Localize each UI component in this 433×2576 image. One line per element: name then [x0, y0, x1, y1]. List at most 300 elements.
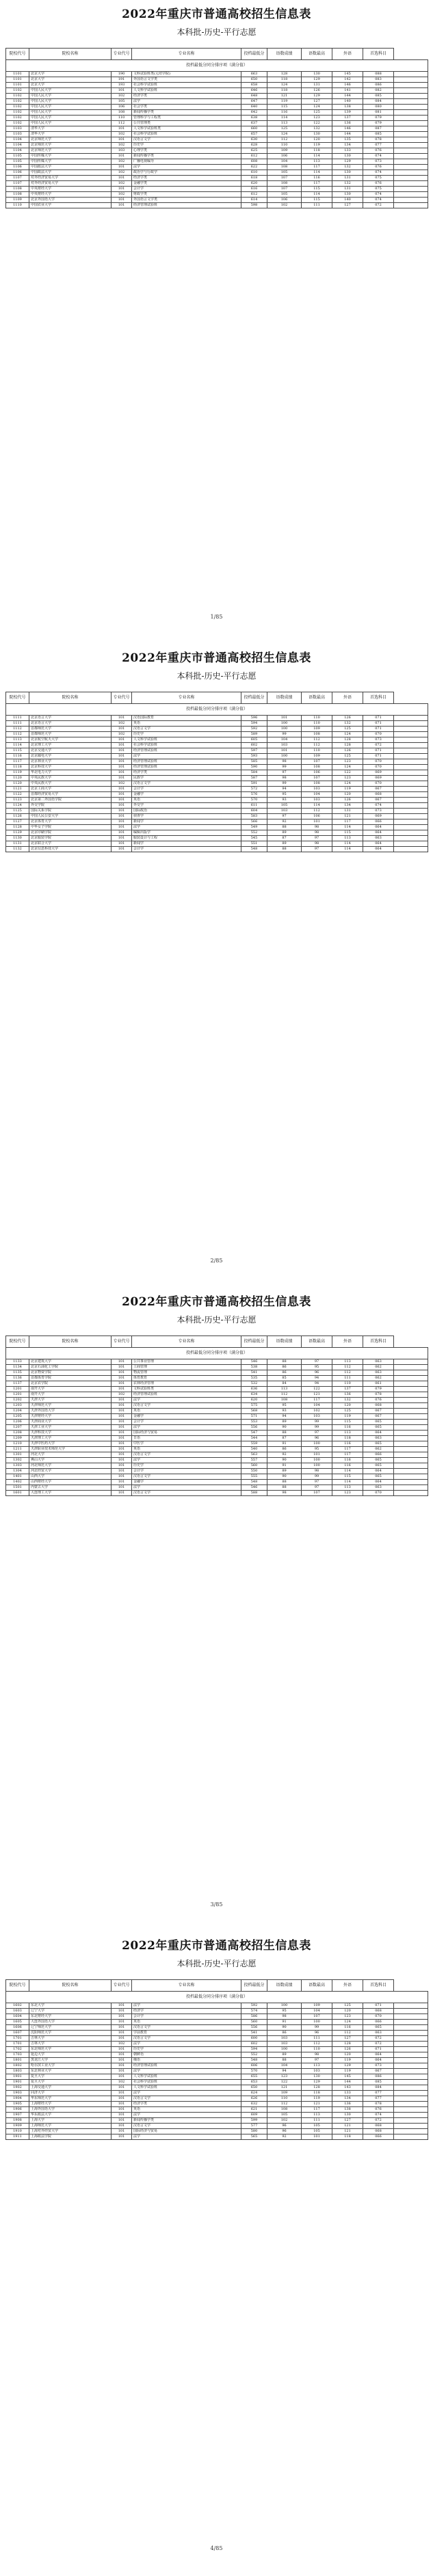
table-cell: 北京物资学院 [29, 1370, 111, 1376]
table-cell: 人文科学试验班 [132, 2074, 241, 2080]
table-cell: 1106 [6, 165, 29, 170]
table-cell: 101 [111, 154, 132, 159]
table-cell: 101 [111, 2058, 132, 2063]
table-row [6, 165, 428, 170]
table-cell: 130 [302, 2074, 332, 2080]
table-cell: 外国语言文学类 [132, 77, 241, 83]
table-cell: 侦查学 [132, 814, 241, 819]
table-cell: 101 [111, 1491, 132, 1496]
table-cell: 1102 [6, 110, 29, 116]
table-cell: 中国人民大学 [29, 110, 111, 116]
table-cell: 北京联合大学 [29, 841, 111, 847]
table-cell: 637 [241, 121, 267, 126]
table-cell: 99 [302, 2025, 332, 2031]
table-cell: 北京工商大学 [29, 787, 111, 792]
table-row [6, 2107, 428, 2113]
page-title: 2022年重庆市普通高校招生信息表 [122, 8, 311, 21]
table-row [6, 1425, 428, 1431]
table-cell: 583 [241, 814, 267, 819]
table-cell: 法学 [132, 2003, 241, 2009]
table-cell-empty [394, 1398, 428, 1403]
table-cell: 072 [363, 203, 394, 208]
table-cell: 131 [332, 809, 363, 814]
table-cell: 101 [302, 819, 332, 825]
table-cell: 594 [241, 2047, 267, 2052]
table-cell: 124 [267, 83, 302, 88]
table-cell: 农林经济管理 [132, 1381, 241, 1387]
table-cell: 经济学类 [132, 94, 241, 99]
table-cell: 064 [363, 2052, 394, 2058]
table-cell: 102 [111, 2042, 132, 2047]
table-cell: 109 [267, 148, 302, 154]
table-cell: 经济管理试验班 [132, 1392, 241, 1398]
table-cell: 070 [363, 765, 394, 770]
table-cell: 96 [267, 2124, 302, 2129]
table-cell: 102 [111, 181, 132, 187]
table-cell: 1903 [6, 2091, 29, 2096]
admission-table [5, 1336, 428, 1496]
table-cell: 1907 [6, 2113, 29, 2118]
table-cell: 585 [241, 759, 267, 765]
table-cell: 125 [332, 1409, 363, 1414]
column-header-foreign: 外语 [332, 692, 363, 704]
table-cell: 100 [302, 1458, 332, 1463]
table-row [6, 727, 428, 732]
table-cell: 120 [332, 1403, 363, 1409]
table-cell: 064 [363, 1480, 394, 1485]
table-cell: 605 [241, 737, 267, 743]
table-cell: 592 [241, 727, 267, 732]
table-cell-empty [394, 105, 428, 110]
table-row [6, 798, 428, 803]
table-cell: 548 [241, 847, 267, 852]
table-row [6, 2063, 428, 2069]
page-title: 2022年重庆市普通高校招生信息表 [122, 1295, 311, 1309]
table-row [6, 1414, 428, 1420]
table-cell-empty [394, 143, 428, 148]
table-row [6, 770, 428, 776]
table-cell: 116 [332, 1463, 363, 1469]
table-cell: 137 [332, 1387, 363, 1392]
table-cell: 北京师范大学 [29, 148, 111, 154]
table-cell: 110 [302, 716, 332, 721]
table-cell: 1701 [6, 2036, 29, 2042]
table-cell: 081 [363, 110, 394, 116]
table-cell: 学前教育 [132, 2031, 241, 2036]
table-cell: 98 [267, 2014, 302, 2020]
table-cell: 1302 [6, 1458, 29, 1463]
table-cell: 1905 [6, 2102, 29, 2107]
table-cell: 东北财经大学 [29, 2014, 111, 2020]
table-cell: 101 [111, 203, 132, 208]
table-row [6, 2003, 428, 2009]
table-cell: 125 [332, 754, 363, 759]
table-cell: 东北林业大学 [29, 2069, 111, 2074]
table-cell: 105 [302, 2129, 332, 2134]
table-cell: 会计学 [132, 787, 241, 792]
table-cell: 552 [241, 2052, 267, 2058]
column-header-school-name: 院校名称 [29, 49, 111, 60]
table-cell: 中央财经大学 [29, 187, 111, 192]
table-row [6, 2009, 428, 2014]
table-cell: 104 [302, 792, 332, 798]
table-cell: 069 [363, 814, 394, 819]
table-cell-empty [394, 1420, 428, 1425]
table-cell: 中国人民大学 [29, 99, 111, 105]
table-row [6, 759, 428, 765]
table-cell: 1906 [6, 2107, 29, 2113]
table-cell: 101 [111, 1409, 132, 1414]
table-cell: 108 [302, 765, 332, 770]
table-cell: 101 [111, 2085, 132, 2091]
table-cell: 071 [363, 2003, 394, 2009]
table-cell: 中华女子学院 [29, 825, 111, 830]
table-cell: 99 [267, 781, 302, 787]
table-cell: 113 [332, 1485, 363, 1491]
table-cell: 北京邮电大学 [29, 754, 111, 759]
table-cell: 116 [332, 1441, 363, 1447]
table-cell: 130 [302, 72, 332, 77]
table-cell-empty [394, 2014, 428, 2020]
table-cell: 129 [302, 94, 332, 99]
table-cell: 1206 [6, 1420, 29, 1425]
table-cell: 法学 [132, 165, 241, 170]
table-cell: 074 [363, 170, 394, 176]
table-row [6, 121, 428, 126]
table-cell: 138 [332, 2107, 363, 2113]
table-cell: 广播电视编导 [132, 159, 241, 165]
table-cell: 071 [363, 727, 394, 732]
table-cell: 101 [111, 2124, 132, 2129]
column-header-foreign: 外语 [332, 1980, 363, 1992]
table-cell: 117 [332, 819, 363, 825]
table-cell: 101 [111, 803, 132, 809]
page-number: 2/85 [210, 1258, 223, 1264]
table-cell: 北京语言大学 [29, 716, 111, 721]
table-cell-empty [394, 176, 428, 181]
table-cell: 137 [332, 116, 363, 121]
table-cell: 汉语言文学 [132, 2124, 241, 2129]
table-cell: 650 [241, 77, 267, 83]
table-cell: 人文科学试验班 [132, 2085, 241, 2091]
table-cell: 142 [332, 77, 363, 83]
column-header-chinese: 语数成绩 [267, 1980, 302, 1992]
table-cell: 98 [267, 759, 302, 765]
table-cell: 071 [363, 716, 394, 721]
table-cell: 100 [267, 727, 302, 732]
table-cell: 国际经济与贸易 [132, 1431, 241, 1436]
table-cell: 117 [302, 181, 332, 187]
table-cell: 101 [302, 1452, 332, 1458]
table-cell: 新闻传播学类 [132, 2118, 241, 2124]
table-cell: 108 [111, 110, 132, 116]
table-cell: 金融学 [132, 792, 241, 798]
table-cell: 山西大学 [29, 1474, 111, 1480]
table-cell: 113 [267, 1387, 302, 1392]
table-cell: 汉语言文学 [132, 1474, 241, 1480]
table-row [6, 2052, 428, 2058]
table-cell: 1118 [6, 765, 29, 770]
column-header-major-name: 专业名称 [132, 1980, 241, 1992]
column-header-elective: 首选科目 [363, 49, 394, 60]
table-cell: 138 [332, 105, 363, 110]
table-cell-empty [394, 72, 428, 77]
table-cell: 同济大学 [29, 2091, 111, 2096]
column-header-school-name: 院校名称 [29, 1336, 111, 1348]
table-cell: 132 [302, 126, 332, 132]
table-cell-empty [394, 819, 428, 825]
table-cell: 社会科学试验班 [132, 132, 241, 137]
table-cell: 063 [363, 1436, 394, 1441]
table-cell: 119 [267, 99, 302, 105]
table-cell: 535 [241, 1376, 267, 1381]
table-cell: 新闻学 [132, 819, 241, 825]
table-cell: 101 [111, 2118, 132, 2124]
table-cell: 1102 [6, 99, 29, 105]
table-cell: 90 [267, 1474, 302, 1480]
table-cell: 上海对外经贸大学 [29, 2129, 111, 2134]
table-cell: 汉语言文学 [132, 2025, 241, 2031]
table-cell: 外交学院 [29, 803, 111, 809]
table-cell: 116 [332, 1458, 363, 1463]
table-cell: 86 [267, 2031, 302, 2036]
table-cell: 110 [267, 143, 302, 148]
table-cell: 101 [111, 819, 132, 825]
table-group-header-row [6, 1348, 428, 1359]
table-cell: 104 [267, 2063, 302, 2069]
table-cell: 102 [302, 1409, 332, 1414]
table-cell-empty [394, 770, 428, 776]
table-cell: 101 [111, 2014, 132, 2020]
table-cell-empty [394, 2052, 428, 2058]
table-cell-empty [394, 2003, 428, 2009]
table-cell: 1129 [6, 830, 29, 836]
table-cell-empty [394, 1387, 428, 1392]
table-cell-empty [394, 126, 428, 132]
table-cell-empty [394, 759, 428, 765]
table-row [6, 2129, 428, 2134]
table-cell: 101 [111, 126, 132, 132]
table-cell: 1101 [6, 83, 29, 88]
table-cell: 563 [241, 1452, 267, 1458]
table-cell-empty [394, 165, 428, 170]
table-cell: 上海外国语大学 [29, 2107, 111, 2113]
table-cell: 1122 [6, 792, 29, 798]
column-header-foreign: 外语 [332, 1336, 363, 1348]
table-cell: 88 [267, 1480, 302, 1485]
table-cell-empty [394, 2009, 428, 2014]
table-cell: 101 [111, 830, 132, 836]
table-cell: 551 [241, 841, 267, 847]
table-cell: 065 [363, 1474, 394, 1480]
table-row [6, 1431, 428, 1436]
table-cell: 101 [111, 727, 132, 732]
table-cell: 107 [267, 187, 302, 192]
table-cell: 1702 [6, 2047, 29, 2052]
table-cell: 621 [241, 2107, 267, 2113]
table-cell-empty [394, 2042, 428, 2047]
table-cell: 对外经济贸易大学 [29, 181, 111, 187]
page-subtitle: 本科批-历史-平行志愿 [176, 671, 257, 681]
table-cell: 602 [241, 2042, 267, 2047]
table-cell: 115 [332, 830, 363, 836]
table-cell: 101 [111, 1420, 132, 1425]
table-cell: 1115 [6, 748, 29, 754]
table-cell: 1111 [6, 716, 29, 721]
table-cell: 132 [332, 721, 363, 727]
table-cell: 119 [302, 143, 332, 148]
table-row [6, 2042, 428, 2047]
table-cell: 070 [363, 781, 394, 787]
table-cell: 1902 [6, 2085, 29, 2091]
table-cell: 102 [111, 94, 132, 99]
table-cell: 88 [267, 847, 302, 852]
table-cell: 89 [267, 830, 302, 836]
table-cell: 080 [363, 105, 394, 110]
table-cell-empty [394, 836, 428, 841]
page-number: 4/85 [210, 2545, 223, 2551]
table-cell: 法学 [132, 2134, 241, 2140]
table-cell-empty [394, 2036, 428, 2042]
table-cell: 135 [332, 137, 363, 143]
table-cell: 545 [241, 836, 267, 841]
table-cell: 吉林大学 [29, 2036, 111, 2042]
table-cell: 101 [111, 836, 132, 841]
table-cell-empty [394, 814, 428, 819]
table-cell: 民族学 [132, 776, 241, 781]
table-cell: 101 [111, 1441, 132, 1447]
table-cell: 94 [267, 2069, 302, 2074]
table-cell: 首都经济贸易大学 [29, 792, 111, 798]
table-cell: 复旦大学 [29, 2080, 111, 2085]
table-cell: 1501 [6, 1485, 29, 1491]
table-cell: 124 [332, 765, 363, 770]
table-cell: 598 [241, 203, 267, 208]
table-cell: 062 [363, 1447, 394, 1452]
table-cell: 98 [267, 776, 302, 781]
table-cell: 燕山大学 [29, 1458, 111, 1463]
column-header-rank-group: 投档最低分同分排序项（满分值） [6, 704, 428, 716]
table-cell: 103 [267, 743, 302, 748]
table-group-header-row [6, 704, 428, 716]
table-cell: 625 [241, 148, 267, 154]
table-cell: 天津科技大学 [29, 1431, 111, 1436]
table-cell: 121 [332, 814, 363, 819]
table-cell: 1132 [6, 847, 29, 852]
table-cell: 天津职业技术师范大学 [29, 1447, 111, 1452]
table-cell-empty [394, 1463, 428, 1469]
table-cell: 125 [332, 727, 363, 732]
table-cell: 066 [363, 819, 394, 825]
table-row [6, 1458, 428, 1463]
table-cell: 575 [241, 1403, 267, 1409]
table-cell: 104 [267, 737, 302, 743]
table-row [6, 765, 428, 770]
table-cell: 655 [241, 2074, 267, 2080]
table-row [6, 2058, 428, 2063]
table-cell: 1102 [6, 105, 29, 110]
table-cell: 99 [302, 1425, 332, 1431]
table-cell: 101 [111, 847, 132, 852]
table-cell: 1202 [6, 1398, 29, 1403]
table-cell-empty [394, 1414, 428, 1420]
table-cell: 中国人民大学 [29, 116, 111, 121]
table-cell-empty [394, 841, 428, 847]
table-cell: 650 [241, 2085, 267, 2091]
table-cell: 063 [363, 1359, 394, 1365]
table-cell-empty [394, 83, 428, 88]
table-cell: 119 [332, 2058, 363, 2063]
table-cell: 101 [111, 2096, 132, 2102]
table-cell: 642 [241, 110, 267, 116]
table-cell: 110 [332, 1381, 363, 1387]
table-cell: 604 [241, 809, 267, 814]
table-cell: 112 [332, 1370, 363, 1376]
table-cell: 124 [302, 105, 332, 110]
table-cell: 法学 [132, 1458, 241, 1463]
table-cell: 历史学 [132, 2047, 241, 2052]
table-row [6, 814, 428, 819]
table-cell: 1112 [6, 732, 29, 737]
table-cell: 065 [363, 1441, 394, 1447]
table-row [6, 2031, 428, 2036]
table-cell: 92 [267, 1452, 302, 1458]
table-cell: 123 [332, 759, 363, 765]
table-cell: 汉语言文学 [132, 2036, 241, 2042]
table-cell: 101 [111, 2134, 132, 2140]
table-row [6, 792, 428, 798]
table-cell: 服装设计与工程 [132, 836, 241, 841]
table-cell: 121 [302, 2102, 332, 2107]
table-cell: 88 [267, 2058, 302, 2063]
table-cell: 86 [267, 1370, 302, 1376]
table-cell: 115 [267, 105, 302, 110]
table-cell: 126 [332, 716, 363, 721]
table-cell: 103 [267, 2036, 302, 2042]
table-cell: 经济学类 [132, 770, 241, 776]
table-cell: 1802 [6, 2063, 29, 2069]
table-cell: 549 [241, 825, 267, 830]
page-subtitle: 本科批-历史-平行志愿 [176, 27, 257, 37]
table-row [6, 77, 428, 83]
table-cell: 101 [111, 2107, 132, 2113]
table-cell: 北京理工大学 [29, 743, 111, 748]
table-cell-empty [394, 121, 428, 126]
table-row [6, 1447, 428, 1452]
table-cell: 640 [241, 105, 267, 110]
table-cell: 107 [302, 2014, 332, 2020]
table-cell: 1105 [6, 154, 29, 159]
table-cell: 政治学与行政学 [132, 170, 241, 176]
table-cell: 085 [363, 132, 394, 137]
admission-table [5, 692, 428, 852]
table-cell: 101 [111, 2020, 132, 2025]
table-cell: 064 [363, 2058, 394, 2063]
table-cell-empty [394, 1365, 428, 1370]
table-cell-empty [394, 99, 428, 105]
table-cell-empty [394, 1392, 428, 1398]
table-cell: 104 [302, 2009, 332, 2014]
table-cell: 1901 [6, 2074, 29, 2080]
table-row [6, 721, 428, 727]
table-cell: 1606 [6, 2025, 29, 2031]
table-cell: 068 [363, 2129, 394, 2134]
table-cell: 552 [241, 830, 267, 836]
table-cell: 经济学类 [132, 2102, 241, 2107]
table-cell: 083 [363, 77, 394, 83]
table-cell-empty [394, 159, 428, 165]
table-cell: 人文科学试验班 [132, 737, 241, 743]
